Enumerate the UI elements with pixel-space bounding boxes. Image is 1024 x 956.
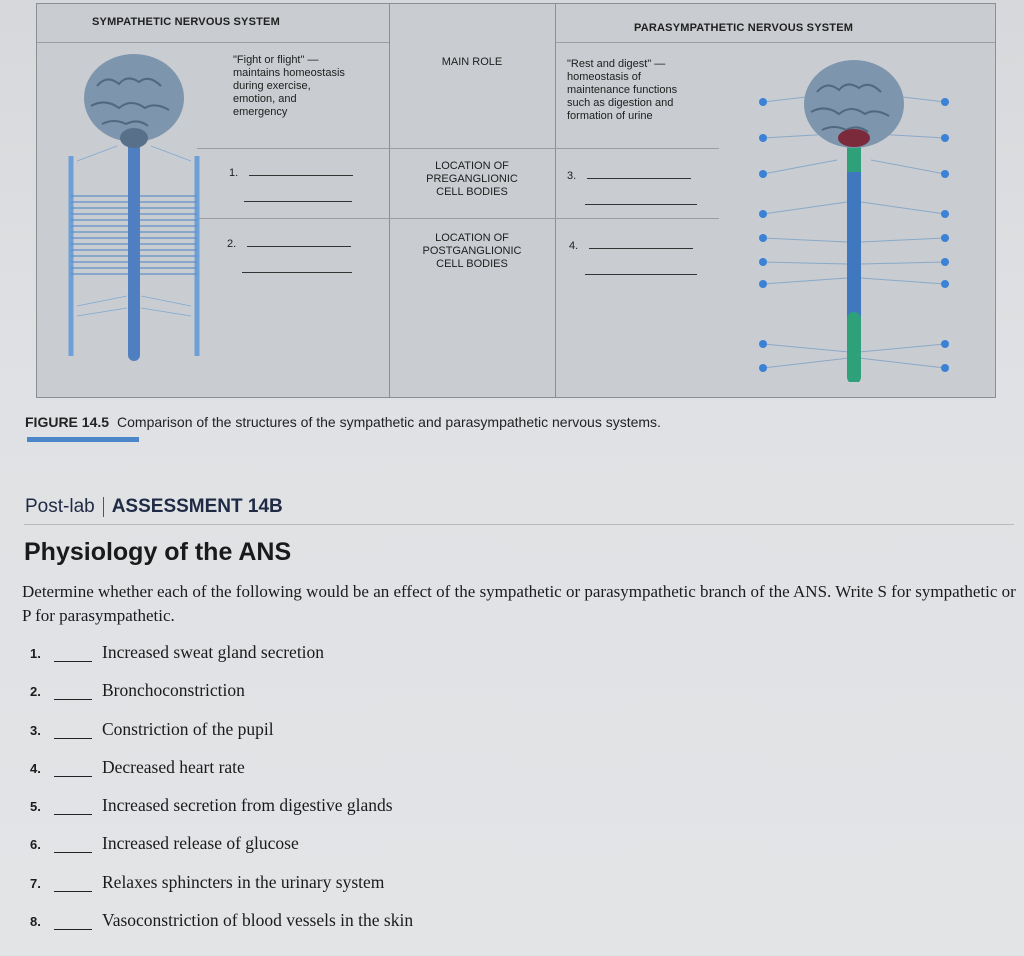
fill-line	[587, 177, 691, 179]
divider	[24, 524, 1014, 525]
answer-blank-4	[569, 240, 693, 253]
item-number: 1.	[30, 646, 41, 661]
item-text: Increased secretion from digestive glands	[102, 795, 393, 816]
fill-line	[244, 201, 352, 202]
instructions: Determine whether each of the following would be an effect of the sympathetic or parasympathetic branch of the ANS. Write S for sympathetic or P for parasympathetic.	[22, 582, 1016, 625]
text-line: maintenance functions	[567, 84, 678, 96]
sympathetic-illustration	[57, 46, 217, 366]
text-line: emotion, and	[233, 93, 297, 105]
section-title: Physiology of the ANS	[24, 538, 292, 566]
parasympathetic-main-role	[567, 58, 677, 123]
figure-panel	[36, 3, 996, 398]
text-line: "Rest and digest" —	[567, 58, 666, 70]
spinal-cord	[128, 141, 140, 361]
parasympathetic-illustration	[737, 52, 977, 382]
answer-blank[interactable]	[54, 929, 92, 930]
preganglionic-label	[397, 160, 547, 199]
sympathetic-header: SYMPATHETIC NERVOUS SYSTEM	[92, 16, 280, 28]
answer-blank[interactable]	[54, 852, 92, 853]
text-line: CELL BODIES	[436, 258, 508, 270]
answer-blank[interactable]	[54, 814, 92, 815]
caption-text: Comparison of the structures of the sympathetic and parasympathetic nervous systems.	[117, 414, 661, 430]
divider	[389, 4, 390, 397]
blank-number: 1.	[229, 167, 239, 179]
item-number: 5.	[30, 799, 41, 815]
fill-line	[247, 245, 351, 247]
item-text: Relaxes sphincters in the urinary system	[102, 871, 385, 892]
divider	[197, 148, 719, 149]
caption-accent-bar	[27, 437, 139, 442]
blank-number: 2.	[227, 238, 237, 250]
item-number: 4.	[30, 760, 41, 776]
answer-blank[interactable]	[54, 738, 92, 739]
text-line: CELL BODIES	[436, 186, 508, 198]
answer-blank-3	[567, 170, 691, 183]
text-line: formation of urine	[567, 110, 653, 122]
sympathetic-main-role	[233, 54, 345, 119]
fill-line	[585, 274, 697, 275]
figure-caption	[25, 414, 661, 430]
text-line: "Fight or flight" —	[233, 54, 319, 66]
answer-blank-2	[227, 238, 351, 251]
text-line: LOCATION OF	[435, 232, 509, 244]
main-role-label: MAIN ROLE	[441, 56, 503, 68]
item-number: 7.	[30, 875, 41, 891]
item-number: 8.	[30, 914, 41, 930]
blank-number: 3.	[567, 170, 577, 182]
divider	[37, 42, 389, 43]
brain-icon	[804, 60, 904, 148]
answer-blank[interactable]	[54, 891, 92, 892]
item-number: 6.	[30, 837, 41, 853]
text-line: homeostasis of	[567, 71, 641, 83]
postlab-header	[25, 496, 283, 518]
brain-icon	[84, 54, 184, 148]
answer-blank[interactable]	[54, 776, 92, 777]
divider	[197, 218, 719, 219]
text-line: emergency	[233, 106, 288, 118]
text-line: during exercise,	[233, 80, 311, 92]
answer-blank-1	[229, 167, 353, 180]
divider	[555, 4, 556, 397]
postlab-label: Post-lab	[25, 496, 95, 517]
item-text: Decreased heart rate	[102, 756, 245, 777]
divider	[555, 42, 995, 43]
fill-line	[589, 247, 693, 249]
parasympathetic-header: PARASYMPATHETIC NERVOUS SYSTEM	[634, 22, 854, 34]
text-line: maintains homeostasis	[233, 67, 345, 79]
blank-number: 4.	[569, 240, 579, 252]
item-text: Constriction of the pupil	[102, 718, 274, 739]
item-text: Increased release of glucose	[102, 833, 299, 854]
fill-line	[242, 272, 352, 273]
figure-label: FIGURE 14.5	[25, 414, 110, 430]
divider	[103, 497, 104, 517]
sacral-region	[847, 312, 861, 382]
item-number: 2.	[30, 684, 41, 700]
item-number: 3.	[30, 722, 41, 738]
divider	[36, 4, 37, 397]
fill-line	[249, 174, 353, 176]
text-line: POSTGANGLIONIC	[422, 245, 522, 257]
text-line: LOCATION OF	[435, 160, 509, 172]
item-text: Vasoconstriction of blood vessels in the skin	[102, 910, 414, 931]
item-text: Bronchoconstriction	[102, 680, 245, 701]
answer-blank[interactable]	[54, 661, 92, 662]
text-line: such as digestion and	[567, 97, 674, 109]
item-text: Increased sweat gland secretion	[102, 642, 325, 662]
text-line: PREGANGLIONIC	[426, 173, 518, 185]
answer-blank[interactable]	[54, 699, 92, 700]
fill-line	[585, 204, 697, 205]
assessment-title: ASSESSMENT 14B	[111, 496, 283, 517]
postganglionic-label	[397, 232, 547, 271]
